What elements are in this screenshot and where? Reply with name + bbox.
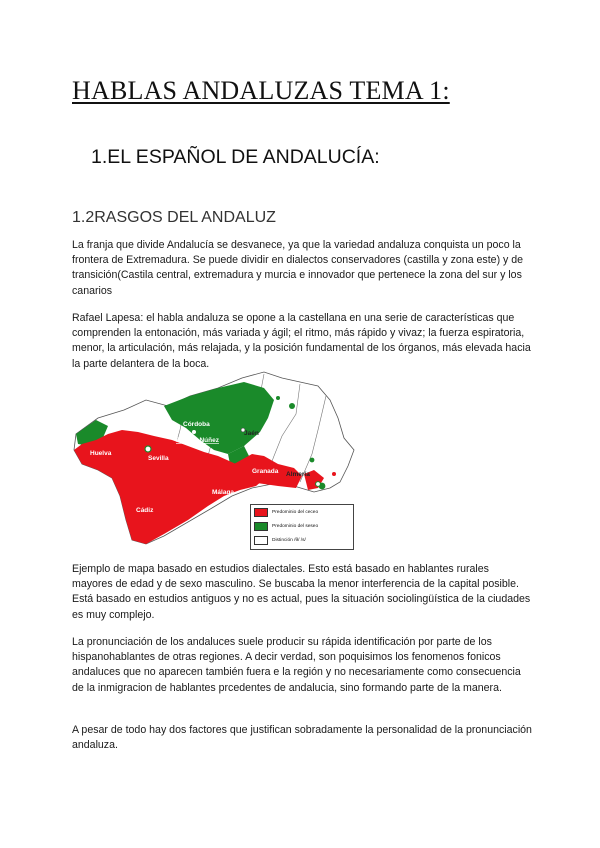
legend-label: Predominio del ceceo [272,510,319,515]
legend-item [254,536,306,545]
city-label-jaen: Jaén [244,430,259,437]
city-label-fernan-nunez: Fernán Núñez [176,437,219,444]
legend-swatch-ceceo [254,508,268,517]
legend-swatch-seseo [254,522,268,531]
city-label-sevilla: Sevilla [148,455,169,462]
section-heading: 1.EL ESPAÑOL DE ANDALUCÍA: [91,146,380,168]
map-legend [250,504,354,550]
paragraph-3: Ejemplo de mapa basado en estudios dialectales. Esto está basado en hablantes rurales mayores de edad y de sexo masculino. Se buscaba la menor interferencia de la capital posible. Está basado en estudios antiguos y no es actual, pues la situación sociolingüística de la ciudades es muy complejo. [72,563,531,621]
city-label-almeria: Almería [286,471,310,478]
city-label-cordoba: Córdoba [183,421,210,428]
paragraph-2: Rafael Lapesa: el habla andaluza se opone a la castellana en una serie de características que comprenden la entonación, más variada y ágil; el ritmo, más rápido y vivaz; la fuerza espiratoria, menor, la articulación, más relajada, y la posición fundamental de los órganos, más elevada hacia la parte delantera de la boca. [72,312,531,370]
paragraph-1: La franja que divide Andalucía se desvanece, ya que la variedad andaluza conquista un poco la frontera de Extremadura. Se puede dividir en dialectos conservadores (castilla y zona este) y de transición(Castila central, extremadura y murcia e innovador que pertenece la zona del sur y los canarios [72,239,524,297]
subsection-heading: 1.2RASGOS DEL ANDALUZ [72,209,276,226]
legend-swatch-distincion [254,536,268,545]
city-label-malaga: Málaga [212,489,235,496]
legend-item [254,522,318,531]
legend-label: Distinción /θ/ /s/ [272,538,306,543]
legend-label: Predominio del seseo [272,524,319,529]
paragraph-5: A pesar de todo hay dos factores que justifican sobradamente la personalidad de la pronunciación andaluza. [72,724,532,752]
city-label-cadiz: Cádiz [136,507,154,514]
legend-item [254,508,318,517]
city-label-granada: Granada [252,468,279,475]
page-title: HABLAS ANDALUZAS TEMA 1: [72,76,450,105]
paragraph-4: La pronunciación de los andaluces suele producir su rápida identificación por parte de los hispanohablantes de otras regiones. A decir verdad, son poquisimos los fenomenos fonicos andaluces que no aparecen también fuera e la región y no necesariamente como consecuencia de la inmigracion de hablantes prcedentes de andalucia, sino formando parte de la manera. [72,636,521,694]
city-label-huelva: Huelva [90,450,112,457]
